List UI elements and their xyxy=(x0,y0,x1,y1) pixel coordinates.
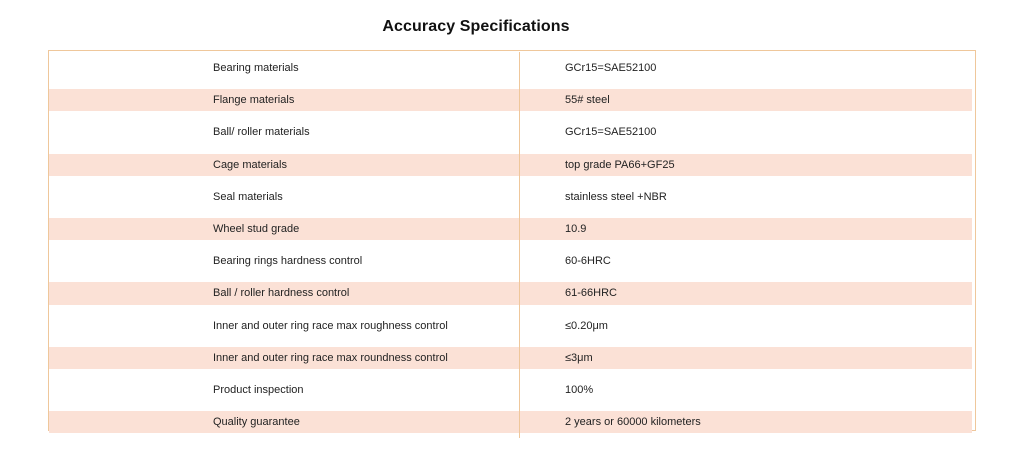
spec-label: Seal materials xyxy=(213,190,283,203)
spec-label: Ball/ roller materials xyxy=(213,126,310,139)
specifications-table xyxy=(48,50,976,431)
column-divider xyxy=(519,52,520,84)
row-shading xyxy=(49,347,972,369)
column-divider xyxy=(519,310,520,342)
spec-label: Quality guarantee xyxy=(213,416,300,429)
spec-label: Inner and outer ring race max roundness control xyxy=(213,351,448,364)
spec-label: Product inspection xyxy=(213,383,304,396)
table-row xyxy=(49,374,975,406)
table-row xyxy=(49,52,975,84)
table-row xyxy=(49,116,975,148)
row-shading xyxy=(49,282,972,304)
table-row xyxy=(49,277,975,309)
page-title: Accuracy Specifications xyxy=(382,18,570,35)
column-divider xyxy=(519,245,520,277)
spec-value: 100% xyxy=(565,383,594,396)
spec-value: ≤3μm xyxy=(565,351,593,364)
column-divider xyxy=(519,181,520,213)
column-divider xyxy=(519,149,520,181)
table-row xyxy=(49,84,975,116)
row-shading xyxy=(49,218,972,240)
spec-label: Bearing materials xyxy=(213,62,299,75)
table-row xyxy=(49,181,975,213)
spec-value: 55# steel xyxy=(565,94,610,107)
table-row xyxy=(49,213,975,245)
column-divider xyxy=(519,116,520,148)
table-row xyxy=(49,310,975,342)
column-divider xyxy=(519,277,520,309)
spec-value: 10.9 xyxy=(565,223,587,236)
row-shading xyxy=(49,411,972,433)
table-row xyxy=(49,342,975,374)
row-shading xyxy=(49,89,972,111)
column-divider xyxy=(519,406,520,438)
spec-value: top grade PA66+GF25 xyxy=(565,158,675,171)
spec-value: 2 years or 60000 kilometers xyxy=(565,416,701,429)
column-divider xyxy=(519,84,520,116)
row-shading xyxy=(49,154,972,176)
column-divider xyxy=(519,374,520,406)
spec-value: 60-6HRC xyxy=(565,255,611,268)
spec-label: Cage materials xyxy=(213,158,287,171)
column-divider xyxy=(519,213,520,245)
table-row xyxy=(49,245,975,277)
spec-label: Inner and outer ring race max roughness control xyxy=(213,319,448,332)
table-row xyxy=(49,149,975,181)
spec-label: Bearing rings hardness control xyxy=(213,255,363,268)
table-row xyxy=(49,406,975,438)
spec-value: stainless steel +NBR xyxy=(565,190,667,203)
spec-label: Flange materials xyxy=(213,94,295,107)
column-divider xyxy=(519,342,520,374)
spec-value: 61-66HRC xyxy=(565,287,617,300)
spec-value: GCr15=SAE52100 xyxy=(565,62,657,75)
spec-label: Ball / roller hardness control xyxy=(213,287,350,300)
spec-value: ≤0.20μm xyxy=(565,319,608,332)
spec-value: GCr15=SAE52100 xyxy=(565,126,657,139)
spec-label: Wheel stud grade xyxy=(213,223,300,236)
